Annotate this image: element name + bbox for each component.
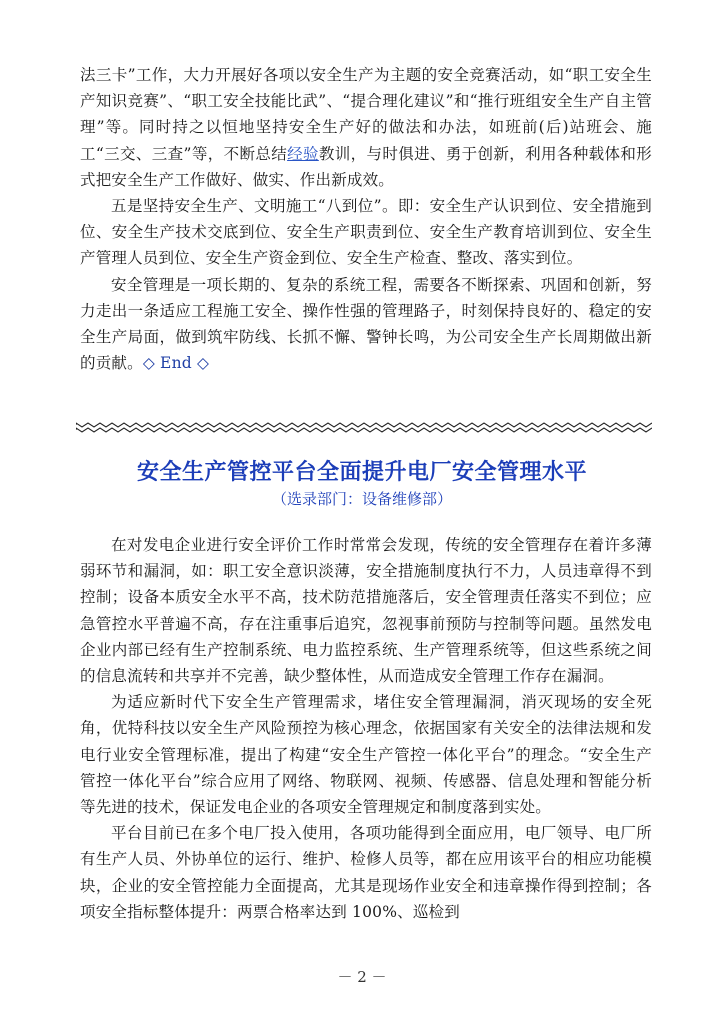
- article-body: [80, 532, 652, 925]
- wavy-divider: [76, 422, 652, 434]
- paragraph-continued: [80, 62, 652, 193]
- paragraph-eight-in-place: 五是坚持安全生产、文明施工“八到位”。即：安全生产认识到位、安全措施到位、安全生产技术交底到位、安全生产职责到位、安全生产教育培训到位、安全生产管理人员到位、安全生产资金到位、安全生产检查、整改、落实到位。: [80, 197, 652, 268]
- page-number: － 2 －: [337, 968, 387, 986]
- paragraph-conclusion: [80, 272, 652, 377]
- previous-article-tail: [80, 62, 652, 376]
- paragraph-text: 法三卡”工作，大力开展好各项以安全生产为主题的安全竞赛活动，如“职工安全生产知识竞赛”、“职工安全技能比武”、“提合理化建议”和“推行班组安全生产自主管理”等。同时持之以恒地坚持安全生产好的做法和办法，如班前(后)站班会、施工“三交、三查”等，不断总结: [80, 66, 652, 163]
- article-title: 安全生产管控平台全面提升电厂安全管理水平: [136, 460, 587, 485]
- article-paragraph-1: 在对发电企业进行安全评价工作时常常会发现，传统的安全管理存在着许多薄弱环节和漏洞，如：职工安全意识淡薄，安全措施制度执行不力，人员违章得不到控制；设备本质安全水平不高，技术防范措施落后，安全管理责任落实不到位；应急管控水平普遍不高，存在注重事后追究，忽视事前预防与控制等问题。虽然发电企业内部已经有生产控制系统、电力监控系统、生产管理系统等，但这些系统之间的信息流转和共享并不完善，缺少整体性，从而造成安全管理工作存在漏洞。: [80, 536, 652, 686]
- experience-link[interactable]: 经验: [287, 144, 319, 163]
- conclusion-text: 安全管理是一项长期的、复杂的系统工程，需要各不断探索、巩固和创新，努力走出一条适应工程施工安全、操作性强的管理路子，时刻保持良好的、稳定的安全生产局面，做到筑牢防线、长抓不懈、警钟长鸣，为公司安全生产长周期做出新的贡献。: [80, 275, 652, 373]
- end-mark: ◇ End ◇: [142, 354, 210, 373]
- article-paragraph-2: 为适应新时代下安全生产管理需求，堵住安全管理漏洞，消灭现场的安全死角，优特科技以安全生产风险预控为核心理念，依据国家有关安全的法律法规和发电行业安全管理标准，提出了构建“安全生产管控一体化平台”的理念。“安全生产管控一体化平台”综合应用了网络、物联网、视频、传感器、信息处理和智能分析等先进的技术，保证发电企业的各项安全管理规定和制度落到实处。: [80, 693, 652, 817]
- paragraph-text-tail: 教训，与时俱进、勇于创新，利用各种载体和形式把安全生产工作做好、做实、作出新成效。: [80, 144, 652, 189]
- article-paragraph-3: 平台目前已在多个电厂投入使用，各项功能得到全面应用，电厂领导、电厂所有生产人员、外协单位的运行、维护、检修人员等，都在应用该平台的相应功能模块，企业的安全管控能力全面提高，尤其是现场作业安全和违章操作得到控制；各项安全指标整体提升：两票合格率达到 100%、巡检到: [80, 824, 652, 921]
- article-subtitle: （选录部门：设备维修部）: [271, 490, 452, 508]
